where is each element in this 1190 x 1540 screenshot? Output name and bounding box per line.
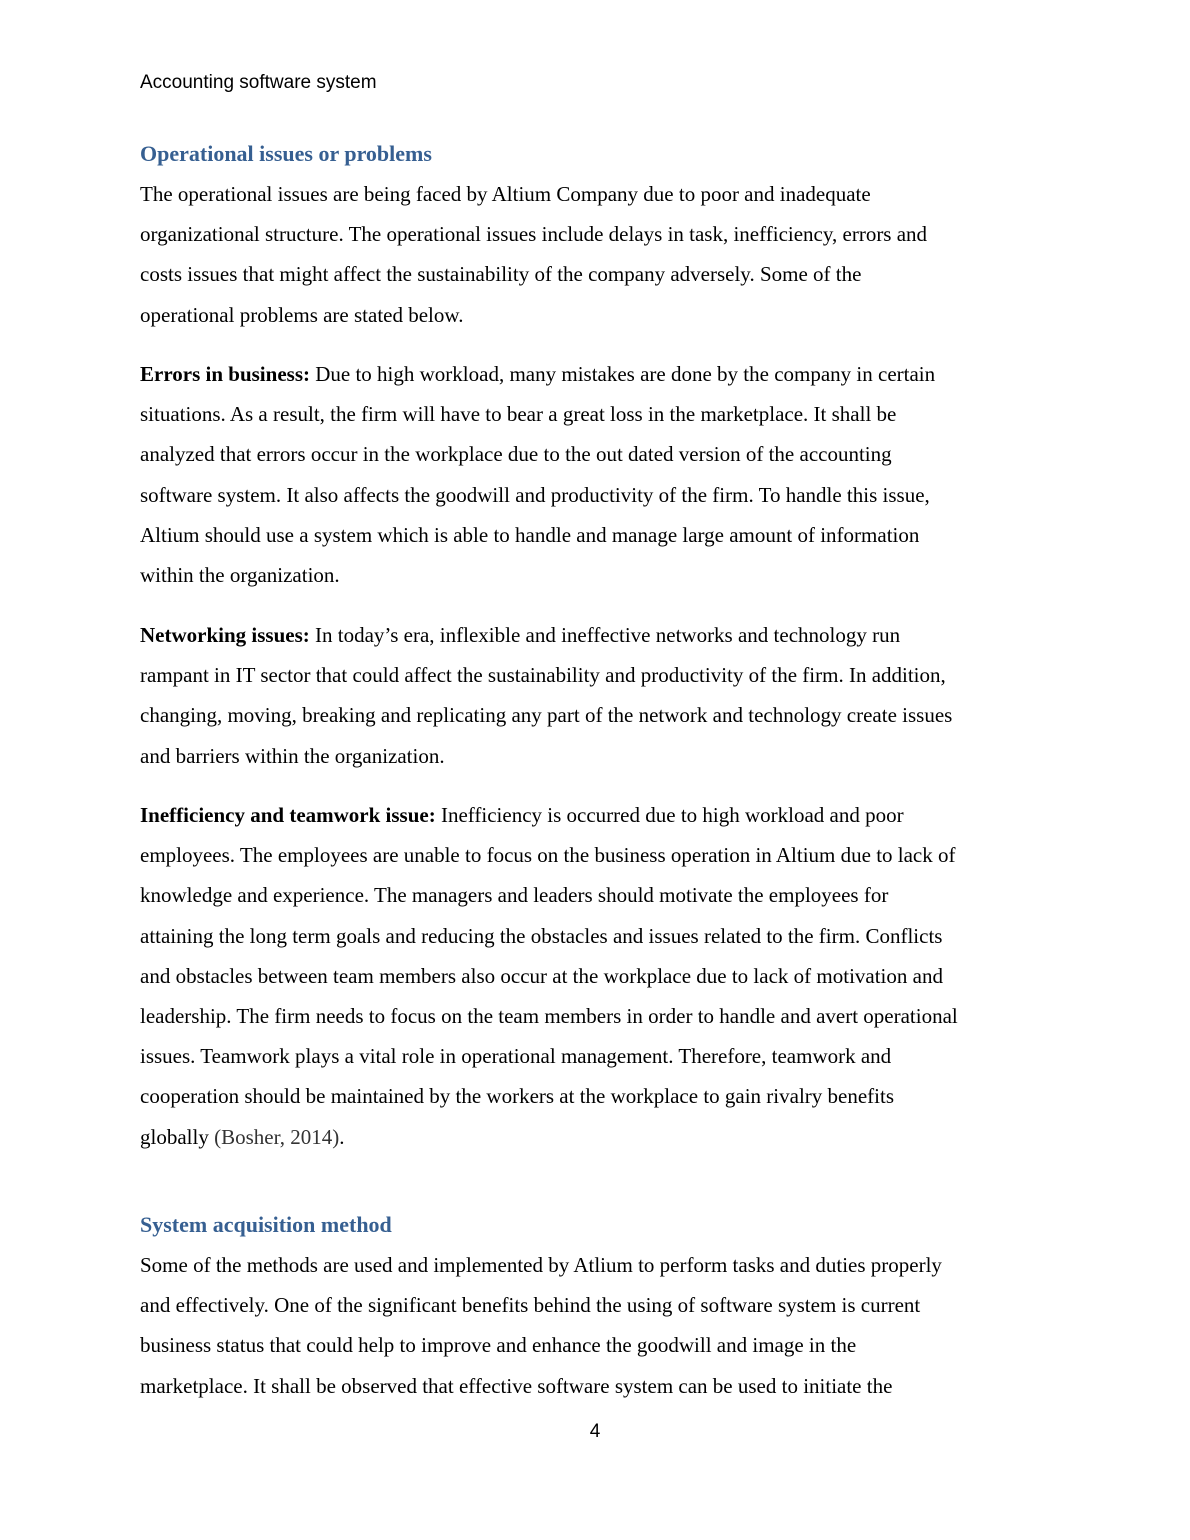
text-line: business status that could help to improve and enhance the goodwill and image in the bbox=[140, 1333, 857, 1358]
heading-operational-issues: Operational issues or problems bbox=[140, 141, 432, 166]
text-line: situations. As a result, the firm will have to bear a great loss in the marketplace. It shall be bbox=[140, 402, 897, 427]
paragraph-teamwork-issue bbox=[140, 795, 1052, 1157]
text-line: employees. The employees are unable to focus on the business operation in Altium due to lack of bbox=[140, 843, 956, 868]
text-line: attaining the long term goals and reducing the obstacles and issues related to the firm. Conflicts bbox=[140, 923, 943, 948]
text-line: and obstacles between team members also occur at the workplace due to lack of motivation and bbox=[140, 963, 943, 988]
paragraph-operational-intro bbox=[140, 174, 1052, 335]
text-line: leadership. The firm needs to focus on the team members in order to handle and avert operational bbox=[140, 1004, 958, 1029]
text-line: cooperation should be maintained by the workers at the workplace to gain rivalry benefits bbox=[140, 1084, 895, 1109]
text-line bbox=[140, 354, 1052, 394]
text-line bbox=[140, 1117, 1052, 1157]
text-line: software system. It also affects the goodwill and productivity of the firm. To handle this issue, bbox=[140, 482, 930, 507]
text-line: and barriers within the organization. bbox=[140, 743, 445, 768]
teamwork-label: Inefficiency and teamwork issue: bbox=[140, 803, 436, 827]
teamwork-last-line-text: globally bbox=[140, 1124, 215, 1149]
teamwork-last-line-end: . bbox=[339, 1124, 345, 1149]
text-line: costs issues that might affect the sustainability of the company adversely. Some of the bbox=[140, 262, 862, 287]
text-line: changing, moving, breaking and replicating any part of the network and technology create issues bbox=[140, 703, 953, 728]
text-line: Some of the methods are used and implemented by Atlium to perform tasks and duties properly bbox=[140, 1253, 942, 1277]
text-line bbox=[140, 795, 1052, 835]
text-line: organizational structure. The operational issues include delays in task, inefficiency, errors and bbox=[140, 222, 928, 247]
page-number: 4 bbox=[589, 1421, 601, 1442]
paragraph-errors-in-business bbox=[140, 354, 1052, 595]
text-line: analyzed that errors occur in the workplace due to the out dated version of the accounting bbox=[140, 442, 892, 467]
text-line: Altium should use a system which is able to handle and manage large amount of information bbox=[140, 522, 920, 547]
heading-system-acquisition: System acquisition method bbox=[140, 1212, 392, 1237]
paragraph-networking-issues bbox=[140, 615, 1052, 776]
networking-first-line-text: In today’s era, inflexible and ineffective networks and technology run bbox=[309, 623, 901, 647]
text-line: marketplace. It shall be observed that effective software system can be used to initiate the bbox=[140, 1373, 893, 1398]
text-line: within the organization. bbox=[140, 563, 340, 588]
paragraph-system-acquisition bbox=[140, 1245, 1052, 1406]
teamwork-first-line-text: Inefficiency is occurred due to high workload and poor bbox=[435, 803, 904, 827]
text-line: rampant in IT sector that could affect the sustainability and productivity of the firm. In addition, bbox=[140, 663, 946, 688]
text-line bbox=[140, 615, 1052, 655]
errors-label: Errors in business: bbox=[140, 362, 310, 386]
citation-bosher-2014: (Bosher, 2014) bbox=[214, 1124, 340, 1149]
text-line: knowledge and experience. The managers and leaders should motivate the employees for bbox=[140, 883, 889, 908]
text-line: The operational issues are being faced by Altium Company due to poor and inadequate bbox=[140, 182, 871, 206]
errors-first-line-text: Due to high workload, many mistakes are done by the company in certain bbox=[309, 362, 936, 386]
text-line: issues. Teamwork plays a vital role in operational management. Therefore, teamwork and bbox=[140, 1044, 892, 1069]
text-line: and effectively. One of the significant benefits behind the using of software system is current bbox=[140, 1293, 921, 1318]
networking-label: Networking issues: bbox=[140, 623, 310, 647]
text-line: operational problems are stated below. bbox=[140, 302, 464, 327]
running-header: Accounting software system bbox=[140, 72, 377, 93]
